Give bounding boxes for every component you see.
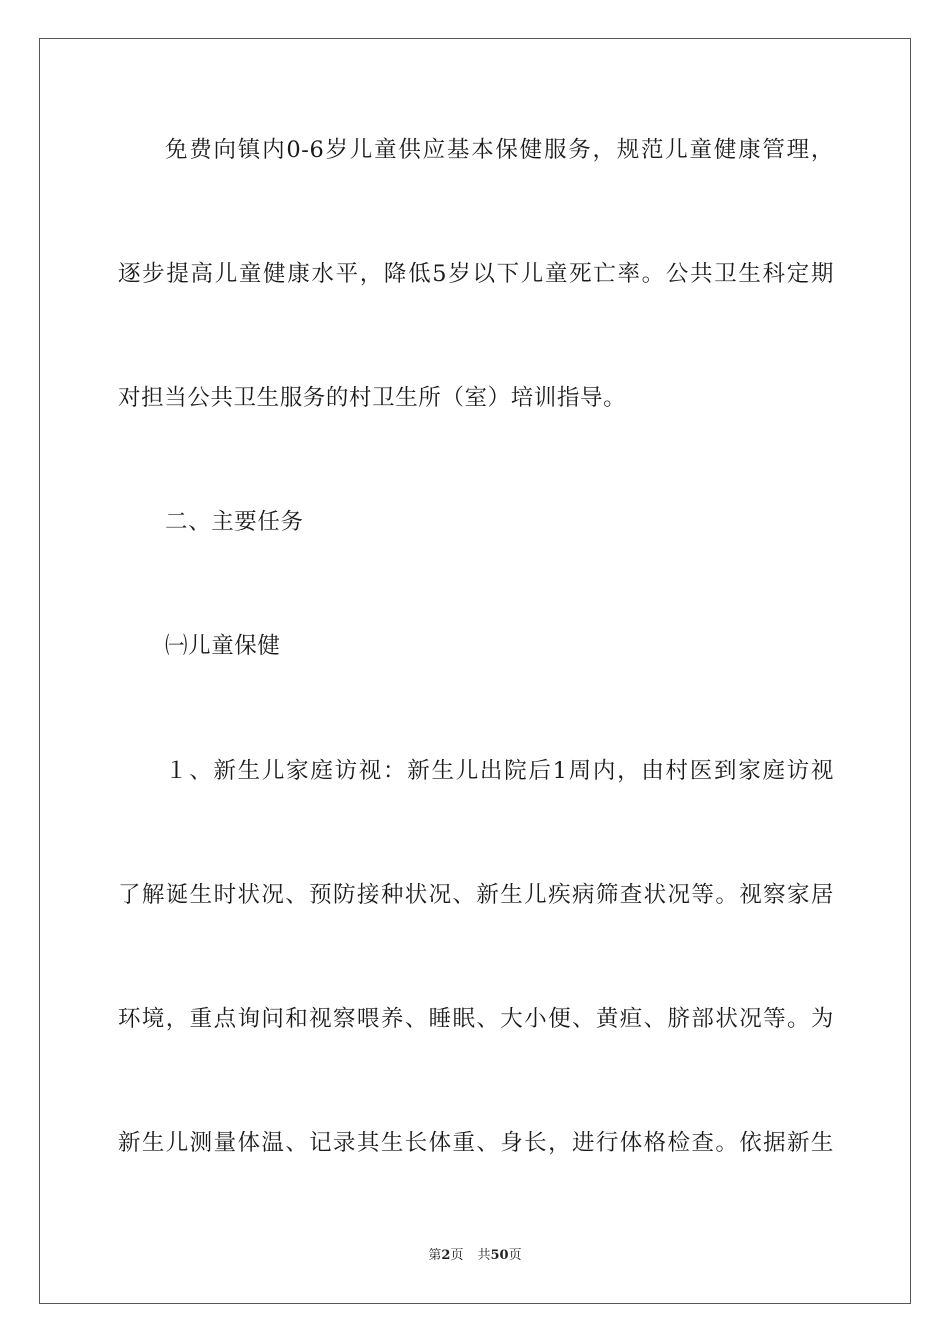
text-line-2: 逐步提高儿童健康水平，降低5岁以下儿童死亡率。公共卫生科定期 — [118, 261, 834, 287]
total-prefix: 共 — [477, 1248, 491, 1263]
text-line-9: 新生儿测量体温、记录其生长体重、身长，进行体格检查。依据新生 — [118, 1130, 834, 1156]
page-footer — [0, 1244, 950, 1263]
total-suffix: 页 — [508, 1248, 522, 1263]
text-line-1: 免费向镇内0-6岁儿童供应基本保健服务，规范儿童健康管理， — [165, 137, 834, 163]
page-suffix: 页 — [450, 1248, 464, 1263]
text-line-3: 对担当公共卫生服务的村卫生所（室）培训指导。 — [118, 385, 627, 411]
page-border — [39, 38, 911, 1304]
text-line-7: 了解诞生时状况、预防接种状况、新生儿疾病筛查状况等。视察家居 — [118, 882, 834, 908]
page-number: 2 — [441, 1248, 451, 1263]
page-prefix: 第 — [428, 1248, 442, 1263]
subsection-heading: ㈠儿童保健 — [165, 633, 281, 659]
text-line-8: 环境，重点询问和视察喂养、睡眠、大小便、黄疸、脐部状况等。为 — [118, 1006, 834, 1032]
text-line-6: １、新生儿家庭访视：新生儿出院后1周内，由村医到家庭访视 — [165, 758, 834, 784]
total-pages: 50 — [490, 1248, 509, 1263]
section-heading: 二、主要任务 — [165, 509, 304, 535]
